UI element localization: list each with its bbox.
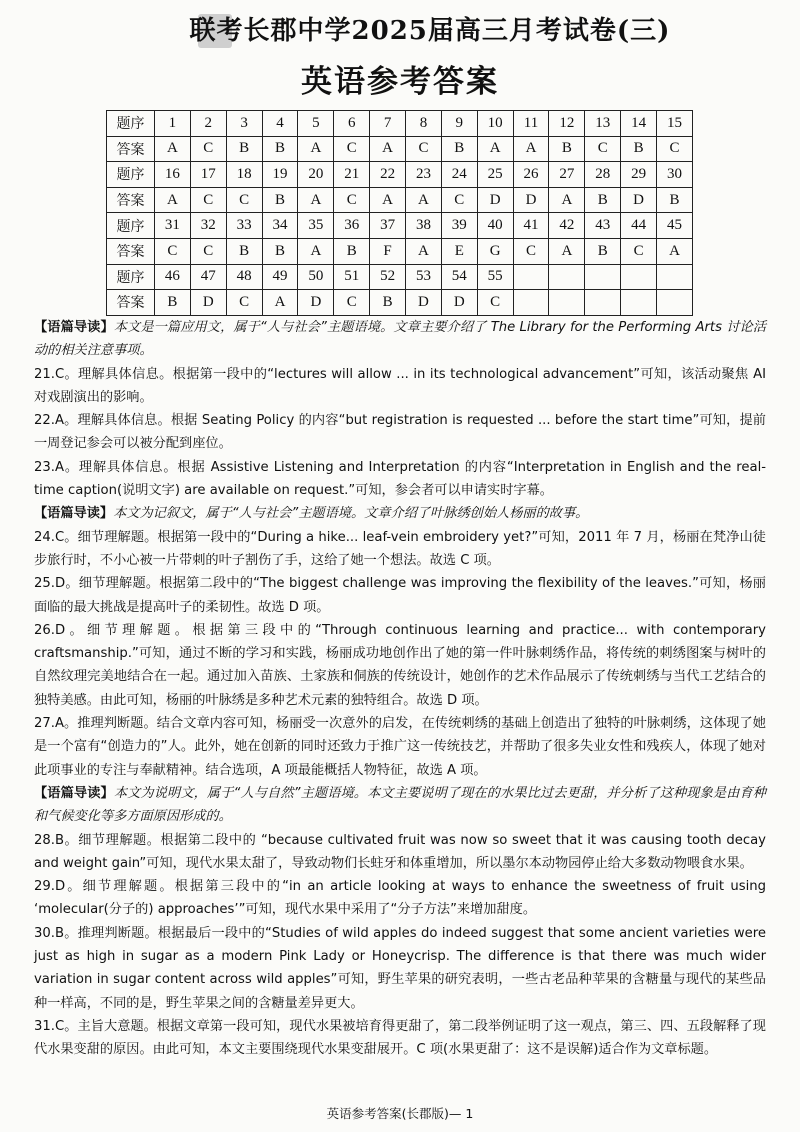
answer-cell: B — [226, 238, 262, 264]
explanations — [34, 316, 766, 1062]
answer-cell: B — [262, 238, 298, 264]
question-number-cell — [585, 264, 621, 290]
question-number-cell: 50 — [298, 264, 334, 290]
answer-cell: C — [513, 238, 549, 264]
answer-cell — [549, 290, 585, 316]
question-number-cell: 34 — [262, 213, 298, 239]
answer-cell: C — [334, 187, 370, 213]
question-number-cell: 23 — [406, 162, 442, 188]
answer-cell: E — [441, 238, 477, 264]
question-number-cell: 28 — [585, 162, 621, 188]
answer-cell: D — [441, 290, 477, 316]
answer-cell: G — [477, 238, 513, 264]
question-number-cell: 14 — [621, 111, 657, 137]
question-number-cell — [657, 264, 693, 290]
answer-explanation — [34, 922, 766, 1015]
answer-cell: B — [585, 187, 621, 213]
answer-explanation — [34, 456, 766, 503]
paragraph-text: 31.C。主旨大意题。根据文章第一段可知，现代水果被培育得更甜了，第二段举例证明了这一观点，第三、四、五段解释了现代水果变甜的原因。由此可知，本文主要围绕现代水果变甜展开。C 项(水果更甜了：这不是误解)适合作为文章标题。 — [34, 1018, 766, 1058]
question-number-cell: 52 — [370, 264, 406, 290]
answer-cell: C — [334, 290, 370, 316]
paragraph-text: 25.D。细节理解题。根据第二段中的“The biggest challenge was improving the flexibility of the leaves.”可知，杨丽面临的最大挑战是提高叶子的柔韧性。故选 D 项。 — [34, 576, 766, 615]
answer-explanation — [34, 572, 766, 619]
question-number-cell: 41 — [513, 213, 549, 239]
question-number-cell: 16 — [155, 162, 191, 188]
paragraph-text: 22.A。理解具体信息。根据 Seating Policy 的内容“but registration is requested ... before the start time”可知，提前一周登记参会可以被分配到座位。 — [34, 413, 766, 452]
answer-cell: C — [190, 238, 226, 264]
answer-explanation — [34, 526, 766, 573]
question-number-cell: 35 — [298, 213, 334, 239]
answer-explanation — [34, 409, 766, 456]
question-number-cell: 6 — [334, 111, 370, 137]
question-number-cell: 5 — [298, 111, 334, 137]
answer-cell: A — [657, 238, 693, 264]
answer-explanation — [34, 875, 766, 922]
answer-cell: A — [370, 136, 406, 162]
guide-tag: 【语篇导读】 — [34, 320, 114, 335]
question-number-cell: 19 — [262, 162, 298, 188]
answer-cell: C — [621, 238, 657, 264]
answer-cell: C — [190, 187, 226, 213]
question-number-cell: 27 — [549, 162, 585, 188]
passage-guide — [34, 316, 766, 363]
table-row — [107, 111, 693, 137]
paragraph-text: 24.C。细节理解题。根据第一段中的“During a hike... leaf-vein embroidery yet?”可知，2011 年 7 月，杨丽在梵净山徒步旅行时，不小心被一片带刺的叶子割伤了手，这给了她一个想法。故选 C 项。 — [34, 529, 766, 568]
answer-cell: D — [298, 290, 334, 316]
question-number-cell: 40 — [477, 213, 513, 239]
question-number-cell: 2 — [190, 111, 226, 137]
answer-cell: A — [298, 187, 334, 213]
answer-cell: D — [621, 187, 657, 213]
answer-cell: B — [262, 136, 298, 162]
question-number-cell: 3 — [226, 111, 262, 137]
question-number-cell: 54 — [441, 264, 477, 290]
answer-cell — [657, 290, 693, 316]
answer-cell: D — [477, 187, 513, 213]
answer-cell: B — [585, 238, 621, 264]
answer-cell: B — [621, 136, 657, 162]
question-number-cell: 22 — [370, 162, 406, 188]
table-row — [107, 290, 693, 316]
answer-cell: B — [334, 238, 370, 264]
paragraph-text: 28.B。细节理解题。根据第二段中的 “because cultivated fruit was now so sweet that it was causing tooth decay and weight gain”可知，现代水果太甜了，导致动物们长蛀牙和体重增加，所以墨尔本动物园停止给大多数动物喂食水果。 — [34, 832, 766, 871]
answer-explanation — [34, 619, 766, 712]
row-label: 题序 — [107, 111, 155, 137]
row-label: 答案 — [107, 238, 155, 264]
answer-cell: C — [657, 136, 693, 162]
question-number-cell: 26 — [513, 162, 549, 188]
paragraph-text: 27.A。推理判断题。结合文章内容可知，杨丽受一次意外的启发，在传统刺绣的基础上创造出了独特的叶脉刺绣，这体现了她是一个富有“创造力的”人。此外，她在创新的同时还致力于推广这一传统技艺，并帮助了很多失业女性和残疾人，体现了她对此项事业的专注与奉献精神。结合选项，A 项最能概括人物特征，故选 A 项。 — [34, 716, 766, 778]
question-number-cell: 24 — [441, 162, 477, 188]
answer-cell — [513, 290, 549, 316]
answer-cell: A — [406, 187, 442, 213]
answer-explanation — [34, 829, 766, 876]
answer-cell: C — [155, 238, 191, 264]
question-number-cell: 32 — [190, 213, 226, 239]
question-number-cell — [513, 264, 549, 290]
answer-cell: B — [226, 136, 262, 162]
paragraph-text: 26.D。细节理解题。根据第三段中的“Through continuous learning and practice... with contemporary craftsmanship.”可知，通过不断的学习和实践，杨丽成功地创作出了她的第一件叶脉刺绣作品，将传统的刺绣图案与树叶的自然纹理完美地结合在一起。通过加入苗族、土家族和侗族的传统设计，她创作的艺术作品展示了传统刺绣与当代工艺结合的独特美感。由此可知，杨丽的叶脉绣是多种艺术元素的独特组合。故选 D 项。 — [34, 622, 766, 708]
question-number-cell: 33 — [226, 213, 262, 239]
passage-guide — [34, 782, 766, 829]
paragraph-text: 本文为说明文，属于“人与自然”主题语境。本文主要说明了现在的水果比过去更甜，并分析了这种现象是由育种和气候变化等多方面原因形成的。 — [34, 785, 766, 825]
answer-cell: A — [513, 136, 549, 162]
table-row — [107, 238, 693, 264]
answer-cell: D — [513, 187, 549, 213]
question-number-cell: 36 — [334, 213, 370, 239]
table-row — [107, 264, 693, 290]
table-row — [107, 187, 693, 213]
question-number-cell: 10 — [477, 111, 513, 137]
answer-cell: C — [441, 187, 477, 213]
answer-cell: C — [190, 136, 226, 162]
exam-title: 联考长郡中学2025届高三月考试卷(三) — [189, 16, 671, 46]
row-label: 答案 — [107, 136, 155, 162]
answer-cell: B — [262, 187, 298, 213]
answer-cell: C — [226, 290, 262, 316]
question-number-cell: 55 — [477, 264, 513, 290]
answer-cell: A — [370, 187, 406, 213]
question-number-cell: 48 — [226, 264, 262, 290]
answer-cell: B — [155, 290, 191, 316]
question-number-cell: 53 — [406, 264, 442, 290]
answer-cell — [585, 290, 621, 316]
answer-cell: B — [441, 136, 477, 162]
answer-cell: A — [155, 187, 191, 213]
question-number-cell: 37 — [370, 213, 406, 239]
row-label: 答案 — [107, 187, 155, 213]
page-footer: 英语参考答案(长郡版)— 1 — [326, 1106, 474, 1121]
table-row — [107, 162, 693, 188]
passage-guide — [34, 502, 766, 525]
answer-table — [106, 110, 693, 316]
question-number-cell: 13 — [585, 111, 621, 137]
question-number-cell: 45 — [657, 213, 693, 239]
answer-cell: A — [298, 238, 334, 264]
question-number-cell: 49 — [262, 264, 298, 290]
paragraph-text: 23.A。理解具体信息。根据 Assistive Listening and Interpretation 的内容“Interpretation in English and the real-time caption(说明文字) are available on request.”可知，参会者可以申请实时字幕。 — [34, 459, 766, 499]
answer-cell: B — [549, 136, 585, 162]
answer-cell: A — [406, 238, 442, 264]
question-number-cell: 1 — [155, 111, 191, 137]
question-number-cell — [621, 264, 657, 290]
question-number-cell: 38 — [406, 213, 442, 239]
question-number-cell: 31 — [155, 213, 191, 239]
question-number-cell: 11 — [513, 111, 549, 137]
question-number-cell: 12 — [549, 111, 585, 137]
table-row — [107, 136, 693, 162]
answer-cell: A — [298, 136, 334, 162]
row-label: 答案 — [107, 290, 155, 316]
answer-cell: C — [477, 290, 513, 316]
answer-key-title: 英语参考答案 — [301, 64, 499, 100]
answer-cell: C — [406, 136, 442, 162]
paragraph-text: 29.D。细节理解题。根据第三段中的“in an article looking at ways to enhance the sweetness of fruit using ‘molecular(分子的) approaches’”可知，现代水果中采用了“分子方法”来增加甜度。 — [34, 879, 766, 918]
paragraph-text: 30.B。推理判断题。根据最后一段中的“Studies of wild apples do indeed suggest that some ancient varieties were just as high in sugar as a modern Pink Lady or Honeycrisp. The difference is that there was much wider variation in sugar content across wild apples”可知，野生苹果的研究表明，一些古老品种苹果的含糖量与现代的某些品种一样高，不同的是，野生苹果之间的含糖量差异更大。 — [34, 925, 766, 1011]
question-number-cell: 43 — [585, 213, 621, 239]
question-number-cell: 17 — [190, 162, 226, 188]
question-number-cell: 20 — [298, 162, 334, 188]
paragraph-text: 本文是一篇应用文，属于“人与社会”主题语境。文章主要介绍了 The Library for the Performing Arts 讨论活动的相关注意事项。 — [34, 320, 767, 359]
answer-explanation — [34, 363, 766, 410]
paragraph-text: 本文为记叙文，属于“人与社会”主题语境。文章介绍了叶脉绣创始人杨丽的故事。 — [113, 506, 589, 522]
question-number-cell: 30 — [657, 162, 693, 188]
answer-cell: D — [406, 290, 442, 316]
question-number-cell: 25 — [477, 162, 513, 188]
guide-tag: 【语篇导读】 — [34, 785, 114, 801]
answer-cell: B — [370, 290, 406, 316]
answer-cell: F — [370, 238, 406, 264]
question-number-cell — [549, 264, 585, 290]
answer-cell: D — [190, 290, 226, 316]
answer-cell: A — [262, 290, 298, 316]
question-number-cell: 15 — [657, 111, 693, 137]
answer-explanation — [34, 1015, 766, 1062]
row-label: 题序 — [107, 213, 155, 239]
answer-cell: A — [477, 136, 513, 162]
answer-cell: B — [657, 187, 693, 213]
question-number-cell: 51 — [334, 264, 370, 290]
answer-cell — [621, 290, 657, 316]
question-number-cell: 7 — [370, 111, 406, 137]
question-number-cell: 46 — [155, 264, 191, 290]
question-number-cell: 44 — [621, 213, 657, 239]
question-number-cell: 42 — [549, 213, 585, 239]
table-row — [107, 213, 693, 239]
question-number-cell: 18 — [226, 162, 262, 188]
answer-cell: A — [549, 238, 585, 264]
answer-cell: A — [549, 187, 585, 213]
question-number-cell: 8 — [406, 111, 442, 137]
question-number-cell: 29 — [621, 162, 657, 188]
question-number-cell: 47 — [190, 264, 226, 290]
question-number-cell: 21 — [334, 162, 370, 188]
paragraph-text: 21.C。理解具体信息。根据第一段中的“lectures will allow ... in its technological advancement”可知，该活动聚焦 AI 对戏剧演出的影响。 — [34, 366, 766, 405]
row-label: 题序 — [107, 264, 155, 290]
answer-cell: C — [334, 136, 370, 162]
question-number-cell: 39 — [441, 213, 477, 239]
question-number-cell: 9 — [441, 111, 477, 137]
answer-cell: C — [585, 136, 621, 162]
answer-cell: C — [226, 187, 262, 213]
guide-tag: 【语篇导读】 — [34, 506, 114, 522]
answer-cell: A — [155, 136, 191, 162]
question-number-cell: 4 — [262, 111, 298, 137]
row-label: 题序 — [107, 162, 155, 188]
answer-explanation — [34, 712, 766, 782]
